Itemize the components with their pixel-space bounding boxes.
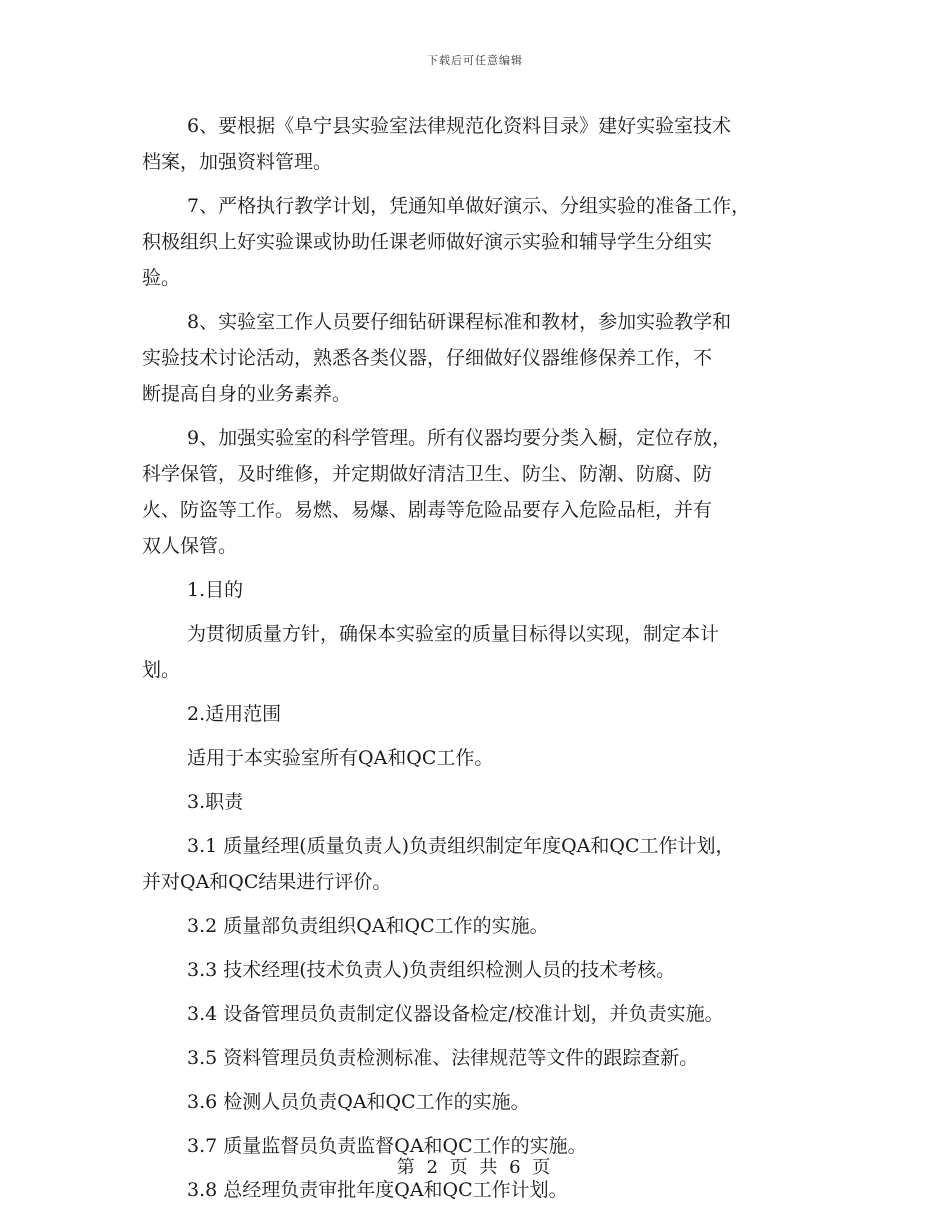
text-line: 6、要根据《阜宁县实验室法律规范化资料目录》建好实验室技术	[187, 115, 732, 137]
text-line: 3.6 检测人员负责QA和QC工作的实施。	[187, 1091, 530, 1113]
heading-text: 2.适用范围	[187, 703, 282, 725]
text-line: 9、加强实验室的科学管理。所有仪器均要分类入橱，定位存放，	[187, 427, 732, 449]
text-line: 为贯彻质量方针，确保本实验室的质量目标得以实现，制定本计	[187, 623, 720, 645]
text-line: 3.7 质量监督员负责监督QA和QC工作的实施。	[187, 1135, 587, 1157]
paragraph-8	[142, 304, 812, 412]
duty-item-3-5	[142, 1040, 812, 1076]
page-header: 下载后可任意编辑	[427, 54, 523, 67]
text-line: 验。	[142, 267, 181, 289]
paragraph-scope	[142, 740, 812, 776]
text-line: 3.2 质量部负责组织QA和QC工作的实施。	[187, 915, 549, 937]
section-heading-duties	[142, 784, 812, 820]
text-line: 积极组织上好实验课或协助任课老师做好演示实验和辅导学生分组实	[142, 231, 713, 253]
text-line: 科学保管，及时维修，并定期做好清洁卫生、防尘、防潮、防腐、防	[142, 463, 713, 485]
duty-item-3-6	[142, 1084, 812, 1120]
paragraph-6	[142, 108, 812, 180]
text-line: 档案，加强资料管理。	[142, 151, 333, 173]
text-line: 适用于本实验室所有QA和QC工作。	[187, 747, 494, 769]
text-line: 3.4 设备管理员负责制定仪器设备检定/校准计划，并负责实施。	[187, 1003, 724, 1025]
heading-text: 1.目的	[187, 579, 244, 601]
duty-item-3-2	[142, 908, 812, 944]
text-line: 并对QA和QC结果进行评价。	[142, 871, 392, 893]
section-heading-scope	[142, 696, 812, 732]
section-heading-purpose	[142, 572, 812, 608]
duty-item-3-1	[142, 828, 812, 900]
text-line: 3.3 技术经理(技术负责人)负责组织检测人员的技术考核。	[187, 959, 676, 981]
paragraph-7	[142, 188, 812, 296]
duty-item-3-3	[142, 952, 812, 988]
duty-item-3-4	[142, 996, 812, 1032]
paragraph-9	[142, 420, 812, 564]
paragraph-purpose	[142, 616, 812, 688]
text-line: 7、严格执行教学计划，凭通知单做好演示、分组实验的准备工作，	[187, 195, 751, 217]
text-line: 3.5 资料管理员负责检测标准、法律规范等文件的跟踪查新。	[187, 1047, 699, 1069]
text-line: 断提高自身的业务素养。	[142, 383, 352, 405]
page-footer: 第 2 页 共 6 页	[396, 1157, 554, 1178]
text-line: 实验技术讨论活动，熟悉各类仪器，仔细做好仪器维修保养工作，不	[142, 347, 713, 369]
text-line: 划。	[142, 659, 181, 681]
text-line: 双人保管。	[142, 535, 238, 557]
text-line: 8、实验室工作人员要仔细钻研课程标准和教材，参加实验教学和	[187, 311, 732, 333]
text-line: 3.1 质量经理(质量负责人)负责组织制定年度QA和QC工作计划，	[187, 835, 735, 857]
text-line: 3.8 总经理负责审批年度QA和QC工作计划。	[187, 1179, 568, 1201]
heading-text: 3.职责	[187, 791, 244, 813]
text-line: 火、防盗等工作。易燃、易爆、剧毒等危险品要存入危险品柜，并有	[142, 499, 713, 521]
document-body	[142, 108, 812, 1216]
